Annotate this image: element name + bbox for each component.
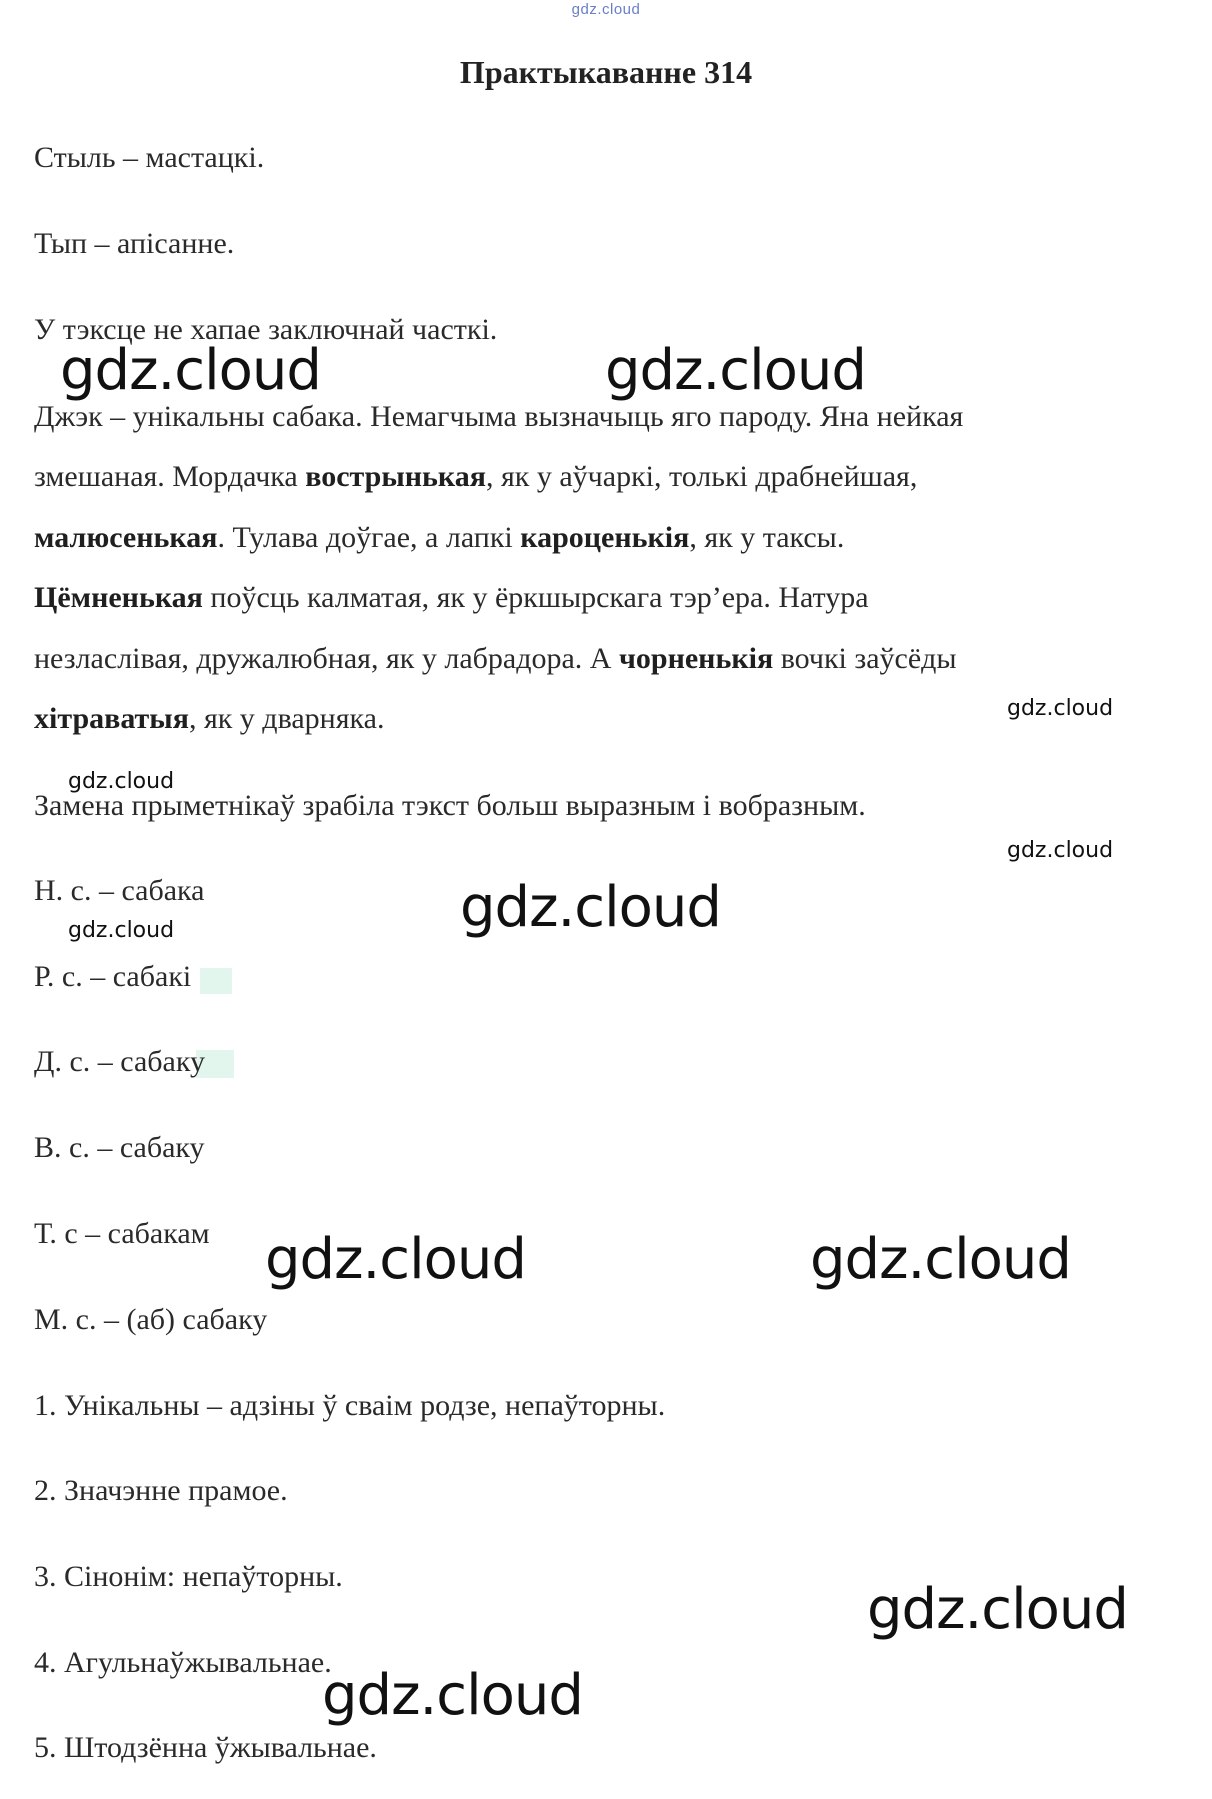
- text-line-5: незласлівая, дружалюбная, як у лабрадора. А чорненькія вочкі заўсёды: [34, 642, 957, 675]
- watermark: gdz.cloud: [867, 1577, 1128, 1642]
- analysis-item-2: 2. Значэнне прамое.: [34, 1474, 288, 1507]
- answer-missing-part: У тэксце не хапае заключнай часткі.: [34, 313, 498, 346]
- text-line-3: малюсенькая. Тулава доўгае, а лапкі кароценькія, як у таксы.: [34, 521, 845, 554]
- conclusion: Замена прыметнікаў зрабіла тэкст больш выразным і вобразным.: [34, 789, 866, 822]
- bold-word: хітраватыя: [34, 702, 189, 735]
- answer-style: Стыль – мастацкі.: [34, 141, 265, 174]
- answer-type: Тып – апісанне.: [34, 227, 235, 260]
- case-instrumental: Т. с – сабакам: [34, 1217, 210, 1250]
- watermark: gdz.cloud: [322, 1663, 583, 1728]
- bold-word: Цёмненькая: [34, 581, 203, 614]
- watermark: gdz.cloud: [60, 338, 321, 403]
- analysis-item-3: 3. Сінонім: непаўторны.: [34, 1560, 343, 1593]
- analysis-item-4: 4. Агульнаўжывальнае.: [34, 1646, 332, 1679]
- watermark: gdz.cloud: [810, 1227, 1071, 1292]
- case-locative: М. с. – (аб) сабаку: [34, 1303, 268, 1336]
- highlight-mark: [200, 968, 232, 994]
- watermark: gdz.cloud: [460, 875, 721, 940]
- case-genitive: Р. с. – сабакі: [34, 960, 192, 993]
- bold-word: малюсенькая: [34, 521, 218, 554]
- bold-word: вострынькая: [305, 460, 486, 493]
- watermark: gdz.cloud: [1007, 838, 1114, 863]
- case-nominative: Н. с. – сабака: [34, 874, 205, 907]
- text-line-1: Джэк – унікальны сабака. Немагчыма вызначыць яго пароду. Яна нейкая: [34, 400, 964, 433]
- analysis-item-5: 5. Штодзённа ўжывальнае.: [34, 1731, 377, 1764]
- watermark: gdz.cloud: [265, 1227, 526, 1292]
- page-title: Практыкаванне 314: [459, 54, 753, 90]
- bold-word: чорненькія: [618, 642, 774, 675]
- case-accusative: В. с. – сабаку: [34, 1131, 205, 1164]
- watermark: gdz.cloud: [1007, 696, 1114, 721]
- watermark: gdz.cloud: [68, 918, 175, 943]
- analysis-item-1: 1. Унікальны – адзіны ў сваім родзе, непаўторны.: [34, 1389, 666, 1422]
- text-line-2: змешаная. Мордачка вострынькая, як у аўчаркі, толькі драбнейшая,: [34, 460, 918, 493]
- watermark: gdz.cloud: [68, 769, 175, 794]
- top-site-mark: gdz.cloud: [571, 1, 641, 18]
- case-dative: Д. с. – сабаку: [34, 1045, 206, 1078]
- watermark: gdz.cloud: [605, 338, 866, 403]
- text-line-4: Цёмненькая поўсць калматая, як у ёркшырскага тэр’ера. Натура: [34, 581, 869, 614]
- text-line-6: хітраватыя, як у дварняка.: [34, 702, 385, 735]
- bold-word: кароценькія: [520, 521, 690, 554]
